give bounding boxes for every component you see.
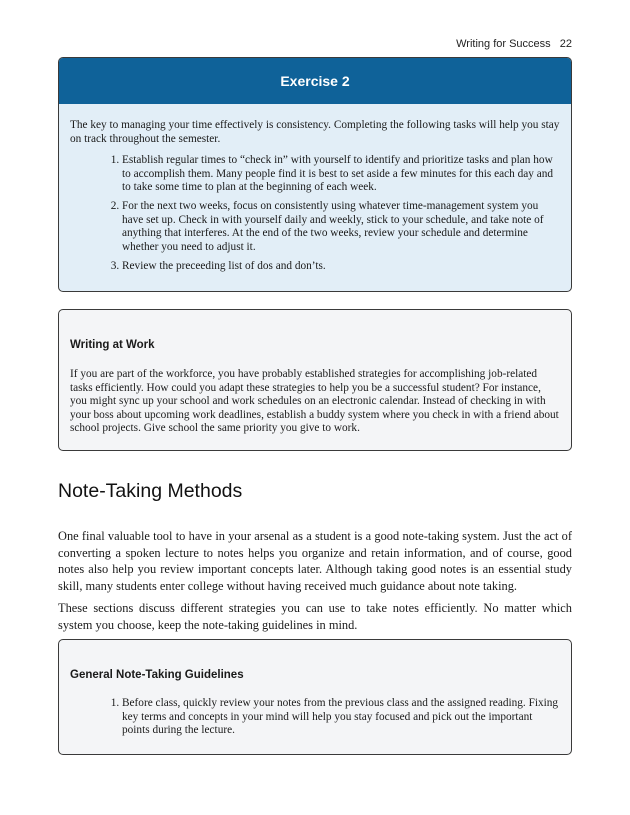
exercise-intro: The key to managing your time effectively is consistency. Completing the following tasks will help you stay on track throughout the semester. [70, 119, 560, 145]
guidelines-title: General Note-Taking Guidelines [70, 669, 244, 681]
list-item: 2. For the next two weeks, focus on consistently using whatever time-management system you have set up. Check in with yourself daily and weekly, stick to your schedule, and take note of anything that interferes. At the end of the two weeks, review your schedule and determine whether you need to adjust it. [122, 200, 560, 254]
writing-at-work-title: Writing at Work [70, 339, 155, 351]
paragraph: These sections discuss different strategies you can use to take notes efficiently. No matter which system you choose, keep the note-taking guidelines in mind. [58, 601, 572, 632]
guidelines-box [58, 639, 572, 755]
guidelines-list [70, 697, 560, 743]
exercise-box [58, 57, 572, 292]
page-number: 22 [559, 38, 572, 50]
list-item: 1. Establish regular times to “check in” with yourself to identify and prioritize tasks and plan how to accomplish them. Many people find it is best to set aside a few minutes for this each day and to take some time to plan at the beginning of each week. [122, 154, 560, 195]
running-head-title: Writing for Success [456, 38, 551, 50]
list-item: 3. Review the preceeding list of dos and don’ts. [122, 260, 560, 274]
writing-at-work-text: If you are part of the workforce, you have probably established strategies for accomplishing job-related tasks efficiently. How could you adapt these strategies to help you be a successful student? For instance, you might sync up your school and work schedules on an electronic calendar. Instead of checking in with your boss about upcoming work deadlines, establish a buddy system where you check in with a friend about school projects. Give school the same priority you give to work. [70, 368, 559, 435]
paragraph: One final valuable tool to have in your arsenal as a student is a good note-taking system. Just the act of converting a spoken lecture to notes helps you organize and retain information, and of course, good notes also help you review important concepts later. Although taking good notes is an essential study skill, many students enter college without having received much guidance about note taking. [58, 529, 572, 593]
exercise-body [59, 104, 571, 273]
exercise-list [70, 154, 560, 273]
section-heading: Note-Taking Methods [58, 480, 243, 502]
running-head [456, 38, 572, 50]
writing-at-work-box [58, 309, 572, 451]
exercise-header [59, 58, 571, 104]
exercise-title: Exercise 2 [280, 73, 350, 89]
list-item: 1. Before class, quickly review your notes from the previous class and the assigned reading. Fixing key terms and concepts in your mind will help you stay focused and pick out the important points during the lecture. [122, 697, 560, 738]
